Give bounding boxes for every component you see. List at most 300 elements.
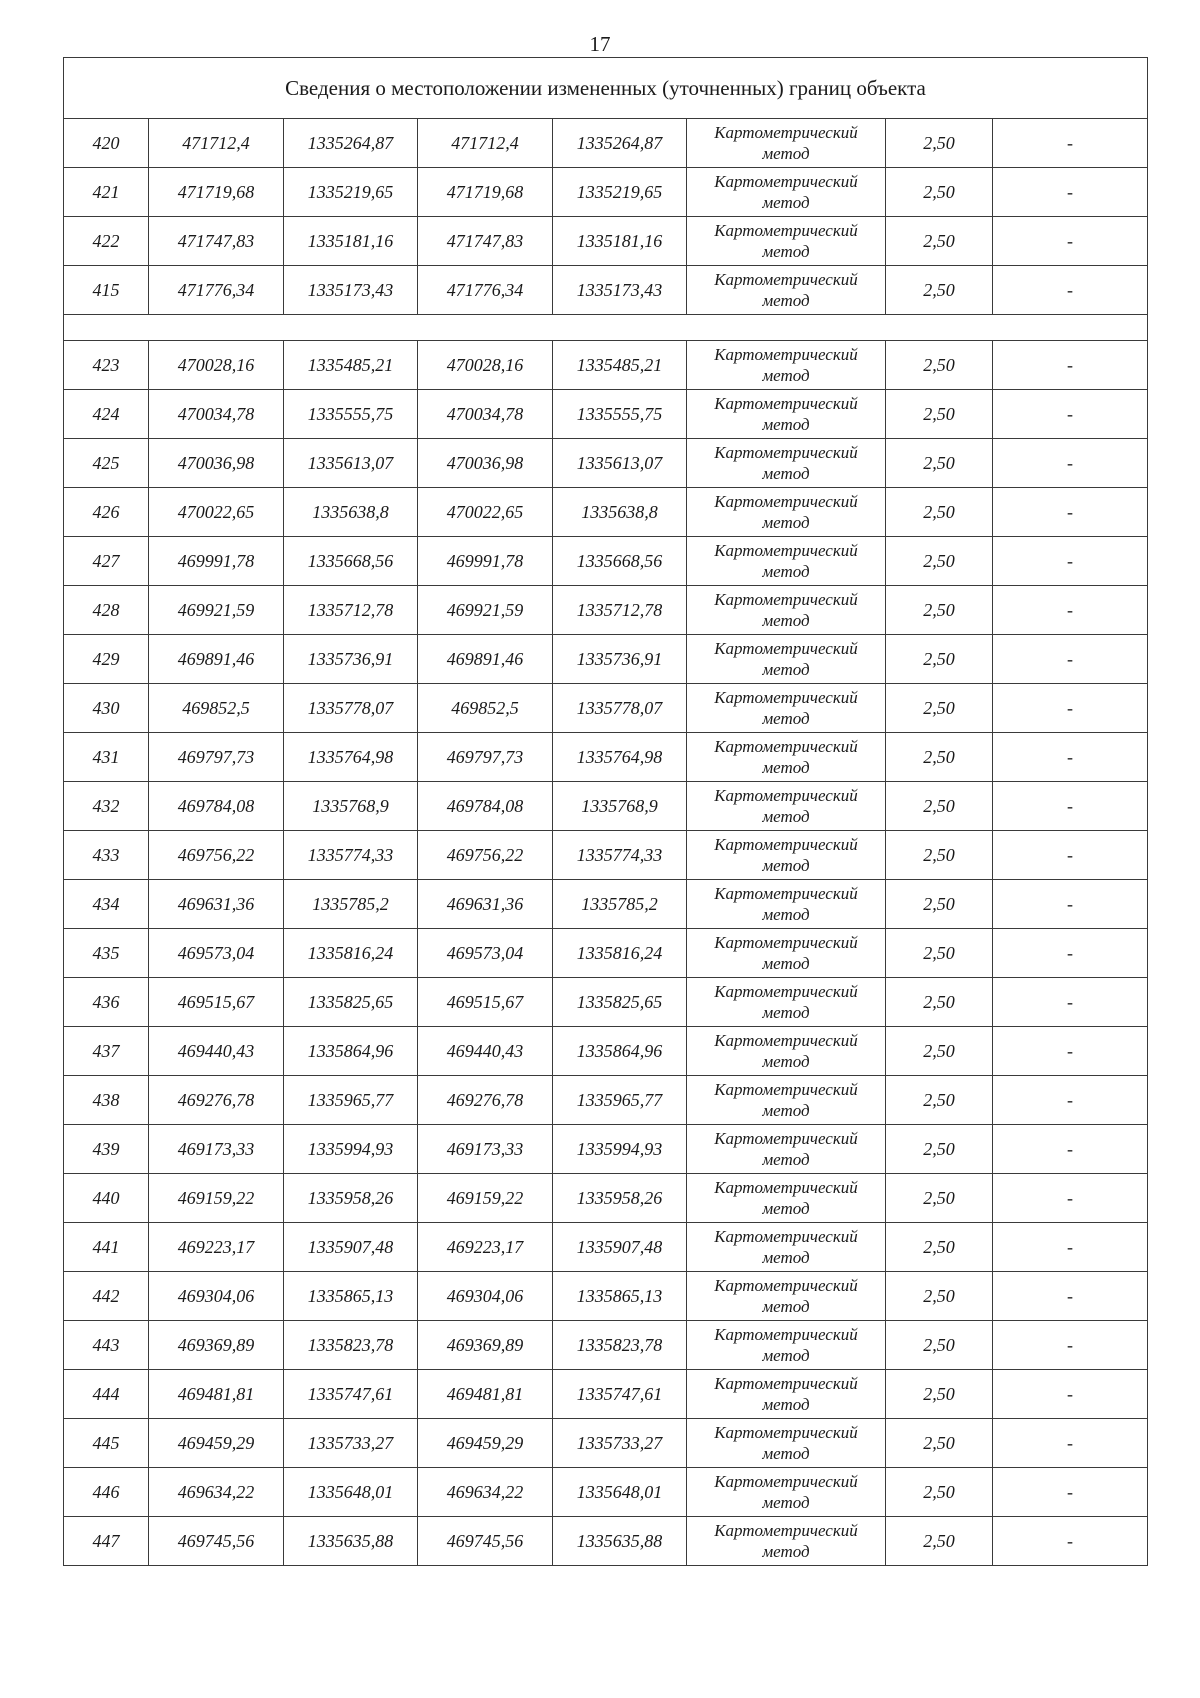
table-row: [64, 929, 1148, 978]
accuracy-cell: 2,50: [886, 1370, 993, 1419]
method-line-2: метод: [762, 242, 810, 261]
point-number-cell: 420: [64, 119, 149, 168]
method-line-1: Картометрический: [714, 1080, 858, 1099]
point-number-cell: 415: [64, 266, 149, 315]
existing-x-cell: 469459,29: [149, 1419, 284, 1468]
accuracy-cell: 2,50: [886, 119, 993, 168]
existing-x-cell: 469852,5: [149, 684, 284, 733]
accuracy-cell: 2,50: [886, 1076, 993, 1125]
table-row: [64, 978, 1148, 1027]
note-cell: -: [993, 168, 1148, 217]
method-cell: [687, 1370, 886, 1419]
point-number-cell: 423: [64, 341, 149, 390]
accuracy-cell: 2,50: [886, 1223, 993, 1272]
accuracy-cell: 2,50: [886, 1125, 993, 1174]
refined-y-cell: 1335712,78: [553, 586, 687, 635]
existing-x-cell: 471719,68: [149, 168, 284, 217]
table-row: [64, 1174, 1148, 1223]
refined-y-cell: 1335864,96: [553, 1027, 687, 1076]
refined-y-cell: 1335785,2: [553, 880, 687, 929]
existing-x-cell: 469515,67: [149, 978, 284, 1027]
existing-x-cell: 469921,59: [149, 586, 284, 635]
point-number-cell: 443: [64, 1321, 149, 1370]
refined-x-cell: 470034,78: [418, 390, 553, 439]
point-number-cell: 429: [64, 635, 149, 684]
point-number-cell: 431: [64, 733, 149, 782]
accuracy-cell: 2,50: [886, 831, 993, 880]
method-cell: [687, 1125, 886, 1174]
refined-y-cell: 1335823,78: [553, 1321, 687, 1370]
note-cell: -: [993, 1125, 1148, 1174]
method-line-2: метод: [762, 1150, 810, 1169]
accuracy-cell: 2,50: [886, 1517, 993, 1566]
method-cell: [687, 782, 886, 831]
existing-y-cell: 1335712,78: [284, 586, 418, 635]
refined-y-cell: 1335638,8: [553, 488, 687, 537]
refined-x-cell: 469573,04: [418, 929, 553, 978]
method-line-2: метод: [762, 807, 810, 826]
existing-y-cell: 1335747,61: [284, 1370, 418, 1419]
existing-x-cell: 471712,4: [149, 119, 284, 168]
accuracy-cell: 2,50: [886, 341, 993, 390]
point-number-cell: 446: [64, 1468, 149, 1517]
method-line-2: метод: [762, 1052, 810, 1071]
method-line-2: метод: [762, 954, 810, 973]
point-number-cell: 436: [64, 978, 149, 1027]
table-row: [64, 119, 1148, 168]
existing-x-cell: 469756,22: [149, 831, 284, 880]
method-line-2: метод: [762, 1003, 810, 1022]
method-line-1: Картометрический: [714, 1178, 858, 1197]
refined-x-cell: 470028,16: [418, 341, 553, 390]
existing-y-cell: 1335865,13: [284, 1272, 418, 1321]
point-number-cell: 447: [64, 1517, 149, 1566]
note-cell: -: [993, 439, 1148, 488]
accuracy-cell: 2,50: [886, 266, 993, 315]
method-line-2: метод: [762, 1346, 810, 1365]
method-line-2: метод: [762, 366, 810, 385]
table-row: [64, 1419, 1148, 1468]
table-row: [64, 733, 1148, 782]
method-cell: [687, 1321, 886, 1370]
refined-y-cell: 1335764,98: [553, 733, 687, 782]
point-number-cell: 435: [64, 929, 149, 978]
method-line-2: метод: [762, 415, 810, 434]
point-number-cell: 424: [64, 390, 149, 439]
point-number-cell: 441: [64, 1223, 149, 1272]
note-cell: -: [993, 1468, 1148, 1517]
refined-y-cell: 1335485,21: [553, 341, 687, 390]
method-line-1: Картометрический: [714, 492, 858, 511]
existing-y-cell: 1335958,26: [284, 1174, 418, 1223]
method-line-1: Картометрический: [714, 786, 858, 805]
refined-x-cell: 469784,08: [418, 782, 553, 831]
existing-x-cell: 469797,73: [149, 733, 284, 782]
existing-x-cell: 469745,56: [149, 1517, 284, 1566]
point-number-cell: 433: [64, 831, 149, 880]
refined-y-cell: 1335778,07: [553, 684, 687, 733]
existing-y-cell: 1335785,2: [284, 880, 418, 929]
accuracy-cell: 2,50: [886, 1321, 993, 1370]
table-row: [64, 1027, 1148, 1076]
refined-x-cell: 471747,83: [418, 217, 553, 266]
existing-x-cell: 471776,34: [149, 266, 284, 315]
table-row: [64, 1076, 1148, 1125]
refined-x-cell: 469745,56: [418, 1517, 553, 1566]
existing-x-cell: 470022,65: [149, 488, 284, 537]
existing-y-cell: 1335264,87: [284, 119, 418, 168]
table-row: [64, 266, 1148, 315]
refined-x-cell: 471776,34: [418, 266, 553, 315]
existing-x-cell: 469634,22: [149, 1468, 284, 1517]
existing-y-cell: 1335825,65: [284, 978, 418, 1027]
method-line-1: Картометрический: [714, 1325, 858, 1344]
method-cell: [687, 1468, 886, 1517]
existing-y-cell: 1335173,43: [284, 266, 418, 315]
refined-x-cell: 469634,22: [418, 1468, 553, 1517]
accuracy-cell: 2,50: [886, 782, 993, 831]
method-cell: [687, 684, 886, 733]
refined-y-cell: 1335816,24: [553, 929, 687, 978]
accuracy-cell: 2,50: [886, 586, 993, 635]
method-line-2: метод: [762, 905, 810, 924]
method-line-2: метод: [762, 1101, 810, 1120]
table-row: [64, 217, 1148, 266]
refined-y-cell: 1335173,43: [553, 266, 687, 315]
refined-y-cell: 1335219,65: [553, 168, 687, 217]
existing-y-cell: 1335733,27: [284, 1419, 418, 1468]
note-cell: -: [993, 1321, 1148, 1370]
existing-x-cell: 469631,36: [149, 880, 284, 929]
refined-y-cell: 1335635,88: [553, 1517, 687, 1566]
existing-x-cell: 469276,78: [149, 1076, 284, 1125]
method-cell: [687, 1076, 886, 1125]
table-row: [64, 1370, 1148, 1419]
note-cell: -: [993, 1517, 1148, 1566]
method-line-1: Картометрический: [714, 982, 858, 1001]
section-separator-row: [64, 315, 1148, 341]
existing-y-cell: 1335768,9: [284, 782, 418, 831]
method-line-2: метод: [762, 758, 810, 777]
existing-y-cell: 1335181,16: [284, 217, 418, 266]
note-cell: -: [993, 929, 1148, 978]
method-cell: [687, 1272, 886, 1321]
note-cell: -: [993, 119, 1148, 168]
refined-x-cell: 469797,73: [418, 733, 553, 782]
accuracy-cell: 2,50: [886, 929, 993, 978]
table-row: [64, 586, 1148, 635]
accuracy-cell: 2,50: [886, 1468, 993, 1517]
existing-x-cell: 469369,89: [149, 1321, 284, 1370]
refined-x-cell: 469991,78: [418, 537, 553, 586]
accuracy-cell: 2,50: [886, 635, 993, 684]
existing-x-cell: 470028,16: [149, 341, 284, 390]
method-line-2: метод: [762, 1444, 810, 1463]
method-line-2: метод: [762, 144, 810, 163]
method-line-2: метод: [762, 611, 810, 630]
existing-y-cell: 1335764,98: [284, 733, 418, 782]
table-row: [64, 1272, 1148, 1321]
refined-y-cell: 1335733,27: [553, 1419, 687, 1468]
accuracy-cell: 2,50: [886, 390, 993, 439]
method-line-2: метод: [762, 660, 810, 679]
table-title: Сведения о местоположении измененных (уточненных) границ объекта: [64, 58, 1148, 119]
method-line-2: метод: [762, 193, 810, 212]
refined-y-cell: 1335181,16: [553, 217, 687, 266]
refined-x-cell: 470036,98: [418, 439, 553, 488]
table-row: [64, 684, 1148, 733]
table-row: [64, 1223, 1148, 1272]
refined-y-cell: 1335613,07: [553, 439, 687, 488]
table-row: [64, 1321, 1148, 1370]
refined-x-cell: 469481,81: [418, 1370, 553, 1419]
method-line-1: Картометрический: [714, 221, 858, 240]
refined-x-cell: 469459,29: [418, 1419, 553, 1468]
existing-y-cell: 1335965,77: [284, 1076, 418, 1125]
table-row: [64, 390, 1148, 439]
page-number: 17: [589, 32, 611, 56]
existing-x-cell: 469159,22: [149, 1174, 284, 1223]
table-row: [64, 341, 1148, 390]
point-number-cell: 434: [64, 880, 149, 929]
existing-y-cell: 1335864,96: [284, 1027, 418, 1076]
accuracy-cell: 2,50: [886, 439, 993, 488]
method-cell: [687, 1419, 886, 1468]
accuracy-cell: 2,50: [886, 978, 993, 1027]
method-cell: [687, 168, 886, 217]
accuracy-cell: 2,50: [886, 1272, 993, 1321]
method-line-2: метод: [762, 513, 810, 532]
method-cell: [687, 217, 886, 266]
existing-x-cell: 470036,98: [149, 439, 284, 488]
point-number-cell: 425: [64, 439, 149, 488]
method-cell: [687, 880, 886, 929]
note-cell: -: [993, 880, 1148, 929]
existing-x-cell: 469440,43: [149, 1027, 284, 1076]
method-line-1: Картометрический: [714, 443, 858, 462]
refined-x-cell: 469223,17: [418, 1223, 553, 1272]
point-number-cell: 445: [64, 1419, 149, 1468]
refined-y-cell: 1335648,01: [553, 1468, 687, 1517]
existing-x-cell: 469481,81: [149, 1370, 284, 1419]
method-line-1: Картометрический: [714, 541, 858, 560]
method-cell: [687, 119, 886, 168]
method-line-1: Картометрический: [714, 639, 858, 658]
method-line-2: метод: [762, 1199, 810, 1218]
method-line-2: метод: [762, 464, 810, 483]
point-number-cell: 427: [64, 537, 149, 586]
method-line-1: Картометрический: [714, 884, 858, 903]
accuracy-cell: 2,50: [886, 1174, 993, 1223]
refined-x-cell: 469440,43: [418, 1027, 553, 1076]
note-cell: -: [993, 266, 1148, 315]
method-line-1: Картометрический: [714, 270, 858, 289]
refined-x-cell: 469159,22: [418, 1174, 553, 1223]
point-number-cell: 440: [64, 1174, 149, 1223]
note-cell: -: [993, 978, 1148, 1027]
method-line-2: метод: [762, 1493, 810, 1512]
table-title-row: [64, 58, 1148, 119]
method-line-2: метод: [762, 1395, 810, 1414]
note-cell: -: [993, 1272, 1148, 1321]
method-cell: [687, 1517, 886, 1566]
point-number-cell: 421: [64, 168, 149, 217]
existing-y-cell: 1335638,8: [284, 488, 418, 537]
existing-y-cell: 1335613,07: [284, 439, 418, 488]
point-number-cell: 444: [64, 1370, 149, 1419]
refined-x-cell: 469921,59: [418, 586, 553, 635]
refined-x-cell: 469631,36: [418, 880, 553, 929]
note-cell: -: [993, 1370, 1148, 1419]
existing-y-cell: 1335774,33: [284, 831, 418, 880]
table-body: [64, 58, 1148, 1566]
point-number-cell: 432: [64, 782, 149, 831]
refined-x-cell: 471719,68: [418, 168, 553, 217]
existing-y-cell: 1335648,01: [284, 1468, 418, 1517]
section-separator-cell: [64, 315, 1148, 341]
point-number-cell: 439: [64, 1125, 149, 1174]
accuracy-cell: 2,50: [886, 1027, 993, 1076]
existing-y-cell: 1335823,78: [284, 1321, 418, 1370]
table-row: [64, 880, 1148, 929]
existing-y-cell: 1335219,65: [284, 168, 418, 217]
note-cell: -: [993, 537, 1148, 586]
method-line-1: Картометрический: [714, 1129, 858, 1148]
existing-x-cell: 469784,08: [149, 782, 284, 831]
method-line-1: Картометрический: [714, 590, 858, 609]
note-cell: -: [993, 1027, 1148, 1076]
refined-y-cell: 1335865,13: [553, 1272, 687, 1321]
table-row: [64, 635, 1148, 684]
refined-x-cell: 471712,4: [418, 119, 553, 168]
method-cell: [687, 266, 886, 315]
note-cell: -: [993, 1174, 1148, 1223]
existing-x-cell: 469891,46: [149, 635, 284, 684]
refined-x-cell: 470022,65: [418, 488, 553, 537]
refined-x-cell: 469173,33: [418, 1125, 553, 1174]
refined-y-cell: 1335555,75: [553, 390, 687, 439]
existing-y-cell: 1335816,24: [284, 929, 418, 978]
method-line-1: Картометрический: [714, 345, 858, 364]
method-line-1: Картометрический: [714, 1227, 858, 1246]
method-line-2: метод: [762, 856, 810, 875]
method-line-1: Картометрический: [714, 835, 858, 854]
method-cell: [687, 635, 886, 684]
method-line-2: метод: [762, 291, 810, 310]
refined-x-cell: 469515,67: [418, 978, 553, 1027]
note-cell: -: [993, 782, 1148, 831]
existing-x-cell: 469991,78: [149, 537, 284, 586]
method-line-1: Картометрический: [714, 394, 858, 413]
refined-y-cell: 1335907,48: [553, 1223, 687, 1272]
method-line-1: Картометрический: [714, 1276, 858, 1295]
refined-x-cell: 469852,5: [418, 684, 553, 733]
existing-y-cell: 1335555,75: [284, 390, 418, 439]
method-line-2: метод: [762, 1248, 810, 1267]
refined-y-cell: 1335994,93: [553, 1125, 687, 1174]
note-cell: -: [993, 1223, 1148, 1272]
note-cell: -: [993, 1076, 1148, 1125]
point-number-cell: 438: [64, 1076, 149, 1125]
table-row: [64, 782, 1148, 831]
method-cell: [687, 1174, 886, 1223]
accuracy-cell: 2,50: [886, 733, 993, 782]
note-cell: -: [993, 635, 1148, 684]
method-line-1: Картометрический: [714, 123, 858, 142]
method-cell: [687, 831, 886, 880]
refined-x-cell: 469891,46: [418, 635, 553, 684]
existing-x-cell: 469573,04: [149, 929, 284, 978]
existing-x-cell: 470034,78: [149, 390, 284, 439]
boundary-coordinates-table: [63, 57, 1148, 1566]
table-row: [64, 1517, 1148, 1566]
method-cell: [687, 586, 886, 635]
note-cell: -: [993, 217, 1148, 266]
refined-y-cell: 1335747,61: [553, 1370, 687, 1419]
method-line-2: метод: [762, 709, 810, 728]
method-cell: [687, 929, 886, 978]
existing-x-cell: 469173,33: [149, 1125, 284, 1174]
method-cell: [687, 733, 886, 782]
point-number-cell: 422: [64, 217, 149, 266]
existing-y-cell: 1335668,56: [284, 537, 418, 586]
point-number-cell: 437: [64, 1027, 149, 1076]
accuracy-cell: 2,50: [886, 880, 993, 929]
refined-y-cell: 1335958,26: [553, 1174, 687, 1223]
method-line-1: Картометрический: [714, 1031, 858, 1050]
table-row: [64, 537, 1148, 586]
existing-y-cell: 1335635,88: [284, 1517, 418, 1566]
method-cell: [687, 439, 886, 488]
method-cell: [687, 1027, 886, 1076]
note-cell: -: [993, 488, 1148, 537]
note-cell: -: [993, 1419, 1148, 1468]
method-cell: [687, 341, 886, 390]
existing-y-cell: 1335736,91: [284, 635, 418, 684]
method-cell: [687, 537, 886, 586]
refined-y-cell: 1335774,33: [553, 831, 687, 880]
existing-y-cell: 1335778,07: [284, 684, 418, 733]
table-row: [64, 488, 1148, 537]
refined-y-cell: 1335264,87: [553, 119, 687, 168]
point-number-cell: 428: [64, 586, 149, 635]
point-number-cell: 442: [64, 1272, 149, 1321]
refined-y-cell: 1335825,65: [553, 978, 687, 1027]
existing-y-cell: 1335907,48: [284, 1223, 418, 1272]
existing-y-cell: 1335485,21: [284, 341, 418, 390]
accuracy-cell: 2,50: [886, 488, 993, 537]
accuracy-cell: 2,50: [886, 537, 993, 586]
refined-y-cell: 1335965,77: [553, 1076, 687, 1125]
refined-x-cell: 469304,06: [418, 1272, 553, 1321]
method-cell: [687, 488, 886, 537]
method-line-1: Картометрический: [714, 1472, 858, 1491]
method-line-1: Картометрический: [714, 1423, 858, 1442]
refined-y-cell: 1335768,9: [553, 782, 687, 831]
refined-x-cell: 469276,78: [418, 1076, 553, 1125]
note-cell: -: [993, 684, 1148, 733]
table-row: [64, 1468, 1148, 1517]
method-line-1: Картометрический: [714, 1521, 858, 1540]
table-row: [64, 168, 1148, 217]
point-number-cell: 426: [64, 488, 149, 537]
note-cell: -: [993, 390, 1148, 439]
accuracy-cell: 2,50: [886, 168, 993, 217]
existing-x-cell: 469304,06: [149, 1272, 284, 1321]
table-row: [64, 1125, 1148, 1174]
accuracy-cell: 2,50: [886, 1419, 993, 1468]
refined-y-cell: 1335668,56: [553, 537, 687, 586]
